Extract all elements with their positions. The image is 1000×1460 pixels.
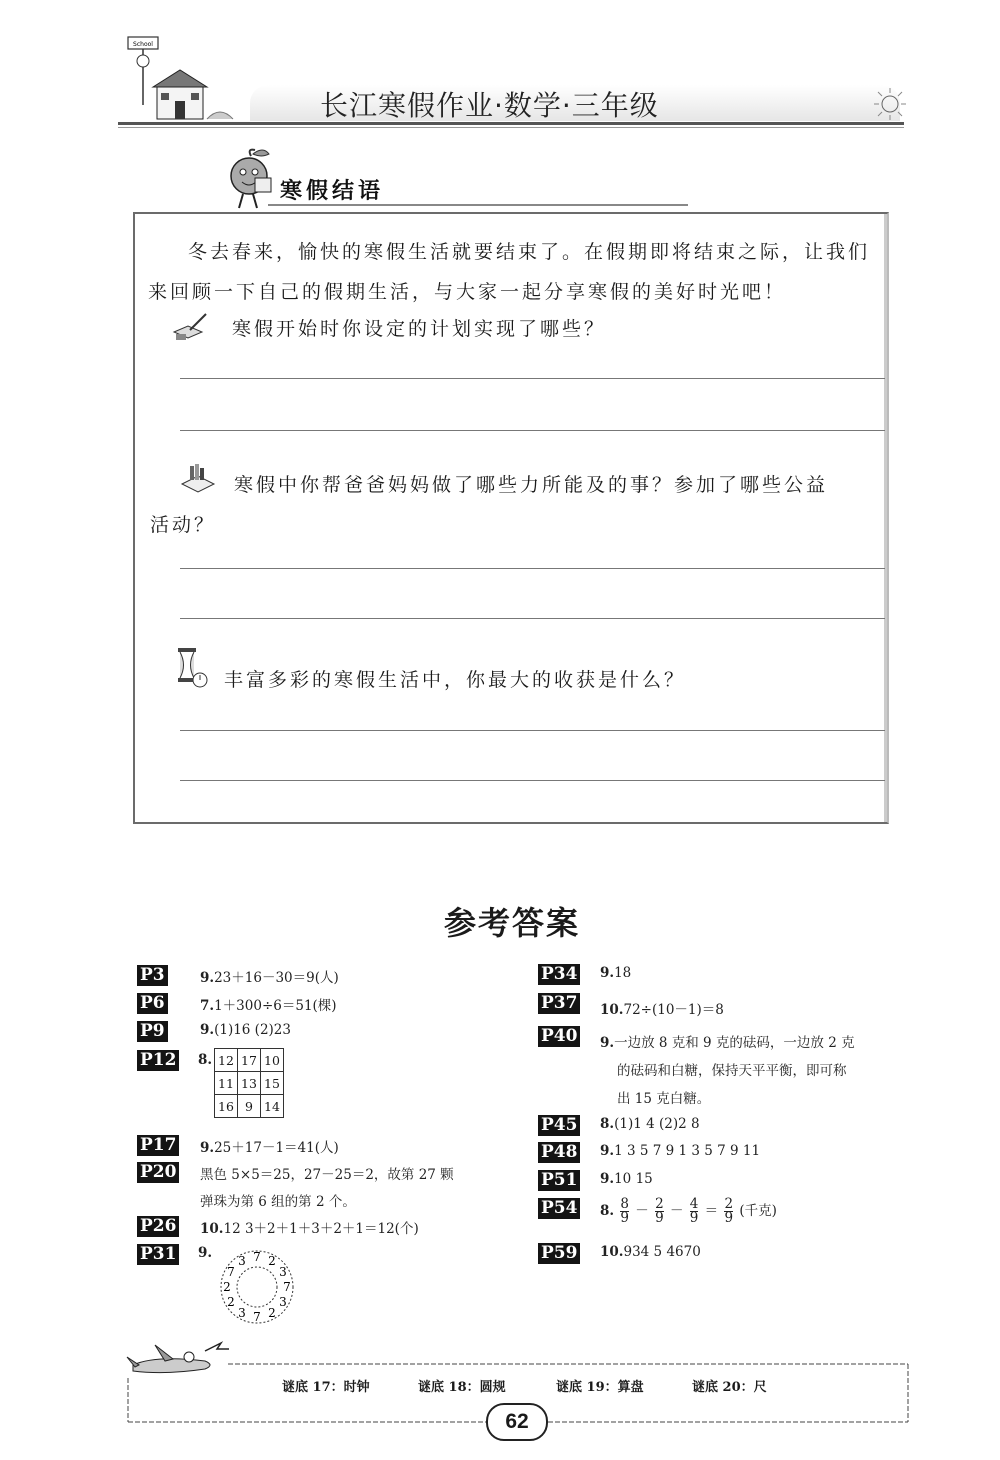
page-label: P48 bbox=[538, 1142, 580, 1163]
answer-text bbox=[600, 1116, 700, 1132]
grid-cell: 12 bbox=[215, 1049, 238, 1072]
fraction bbox=[620, 1198, 629, 1225]
question-number: 10. bbox=[600, 1002, 624, 1018]
answer-value: (1)16 (2)23 bbox=[214, 1022, 291, 1038]
unit: (千克) bbox=[739, 1203, 777, 1219]
answer-value: 25＋17－1＝41(人) bbox=[214, 1140, 339, 1156]
page-label: P9 bbox=[137, 1021, 168, 1042]
school-sign-text: School bbox=[133, 41, 153, 48]
operator: － bbox=[635, 1203, 649, 1219]
page-label: P45 bbox=[538, 1115, 580, 1136]
fraction bbox=[690, 1198, 699, 1225]
school-illustration bbox=[125, 35, 235, 125]
answer-text bbox=[200, 1217, 419, 1237]
answer-text bbox=[200, 966, 339, 986]
book-pen-icon bbox=[172, 310, 208, 342]
answer-line bbox=[180, 780, 885, 781]
answer-line bbox=[180, 378, 885, 379]
page-label: P37 bbox=[538, 993, 580, 1014]
grid-cell: 14 bbox=[261, 1095, 284, 1118]
answer-line bbox=[180, 568, 885, 569]
ring-digit: 7 bbox=[253, 1310, 261, 1324]
page-label: P51 bbox=[538, 1170, 580, 1191]
page-label: P34 bbox=[538, 964, 580, 985]
answer-text bbox=[600, 965, 631, 981]
answer-text bbox=[200, 1022, 291, 1038]
ring-digit: 2 bbox=[268, 1254, 276, 1268]
number-ring bbox=[212, 1244, 302, 1330]
answer-line bbox=[180, 430, 885, 431]
answer-value: 弹珠为第 6 组的第 2 个。 bbox=[200, 1194, 356, 1210]
desk-books-icon bbox=[180, 462, 216, 494]
grid-cell: 10 bbox=[261, 1049, 284, 1072]
question-help: 寒假中你帮爸爸妈妈做了哪些力所能及的事？参加了哪些公益 bbox=[234, 474, 829, 496]
answers-title: 参考答案 bbox=[444, 904, 581, 942]
answer-value: 23＋16－30＝9(人) bbox=[214, 970, 339, 986]
question-number: 9. bbox=[600, 965, 615, 981]
page-number: 62 bbox=[486, 1403, 548, 1441]
question-number: 9. bbox=[200, 970, 215, 986]
airplane-bird-icon bbox=[125, 1335, 235, 1387]
grid-cell: 15 bbox=[261, 1072, 284, 1095]
numerator: 4 bbox=[689, 1196, 699, 1212]
header-rule bbox=[118, 122, 904, 125]
ring-digit: 3 bbox=[238, 1306, 246, 1320]
ring-digit: 3 bbox=[279, 1295, 287, 1309]
numerator: 2 bbox=[724, 1196, 734, 1212]
fraction bbox=[655, 1198, 664, 1225]
page-label: P6 bbox=[137, 993, 168, 1014]
answer-value: 12 3＋2＋1＋3＋2＋1＝12(个) bbox=[223, 1221, 419, 1237]
answer-text bbox=[200, 1136, 339, 1156]
question-number: 9. bbox=[600, 1171, 615, 1187]
fraction bbox=[724, 1198, 733, 1225]
numerator: 8 bbox=[620, 1196, 629, 1212]
question-number bbox=[198, 1245, 212, 1261]
answer-value: 72÷(10－1)＝8 bbox=[623, 1002, 724, 1018]
answer-value: 黑色 5×5＝25，27－25＝2，故第 27 颗 bbox=[200, 1167, 454, 1183]
question-number-text: 9. bbox=[198, 1245, 213, 1261]
answer-text bbox=[600, 1143, 760, 1159]
grid-cell: 9 bbox=[238, 1095, 261, 1118]
riddle-answer: 谜底 17：时钟 bbox=[282, 1380, 370, 1395]
question-number bbox=[198, 1052, 212, 1068]
denominator: 9 bbox=[689, 1210, 699, 1226]
question-harvest: 丰富多彩的寒假生活中，你最大的收获是什么？ bbox=[224, 669, 687, 691]
operator: ＝ bbox=[704, 1203, 719, 1219]
ring-digit: 2 bbox=[227, 1295, 235, 1309]
answer-text bbox=[600, 1171, 653, 1187]
answer-text bbox=[600, 1244, 701, 1260]
magic-square bbox=[214, 1048, 284, 1118]
grid-cell: 11 bbox=[215, 1072, 238, 1095]
page-label: P26 bbox=[137, 1216, 179, 1237]
denominator: 9 bbox=[620, 1210, 629, 1226]
intro-paragraph: 冬去春来，愉快的寒假生活就要结束了。在假期即将结束之际，让我们来回顾一下自己的假期生活，与大家一起分享寒假的美好时光吧！ bbox=[148, 241, 871, 303]
book-title: 长江寒假作业·数学·三年级 bbox=[320, 89, 659, 122]
question-number: 9. bbox=[200, 1140, 215, 1156]
answer-text bbox=[200, 994, 337, 1014]
sun-icon bbox=[870, 86, 910, 122]
question-number: 10. bbox=[200, 1221, 224, 1237]
grid-cell: 13 bbox=[238, 1072, 261, 1095]
answer-line bbox=[180, 730, 885, 731]
ring-digit: 7 bbox=[253, 1250, 261, 1264]
denominator: 9 bbox=[724, 1210, 734, 1226]
page-label: P31 bbox=[137, 1244, 179, 1265]
page-label: P40 bbox=[538, 1026, 580, 1047]
ring-digit: 7 bbox=[227, 1265, 235, 1279]
riddle-answer: 谜底 19：算盘 bbox=[556, 1380, 644, 1395]
answer-value: 出 15 克白糖。 bbox=[617, 1091, 711, 1107]
ring-digit: 2 bbox=[268, 1306, 276, 1320]
header-rule-thin bbox=[118, 127, 904, 128]
question-number: 8. bbox=[600, 1116, 615, 1132]
hourglass-clock-icon bbox=[172, 646, 210, 690]
page-label: P12 bbox=[137, 1050, 179, 1071]
question-help-cont: 活动？ bbox=[150, 514, 217, 536]
ring-digit: 7 bbox=[283, 1280, 291, 1294]
answer-value: 18 bbox=[614, 965, 632, 981]
grid-cell: 17 bbox=[238, 1049, 261, 1072]
question-number: 9. bbox=[600, 1143, 615, 1159]
page-label: P54 bbox=[538, 1198, 580, 1219]
riddle-answer: 谜底 18：圆规 bbox=[418, 1380, 506, 1395]
denominator: 9 bbox=[655, 1210, 664, 1226]
ring-digit: 3 bbox=[279, 1265, 287, 1279]
answer-value: 的砝码和白糖，保持天平平衡，即可称 bbox=[617, 1063, 847, 1079]
question-plan: 寒假开始时你设定的计划实现了哪些？ bbox=[232, 318, 607, 340]
answer-value: (1)1 4 (2)2 8 bbox=[614, 1116, 700, 1132]
answer-value: 934 5 4670 bbox=[623, 1244, 701, 1260]
page-label: P20 bbox=[137, 1162, 179, 1183]
answer-text bbox=[600, 1031, 855, 1051]
question-number: 10. bbox=[600, 1244, 624, 1260]
page-label: P17 bbox=[137, 1135, 179, 1156]
fraction-answer bbox=[600, 1198, 777, 1225]
answer-value: 1 3 5 7 9 1 3 5 7 9 11 bbox=[614, 1143, 761, 1159]
section-title: 寒假结语 bbox=[280, 179, 385, 204]
question-number: 9. bbox=[200, 1022, 215, 1038]
answer-value: 一边放 8 克和 9 克的砝码，一边放 2 克 bbox=[614, 1035, 855, 1051]
page-label: P3 bbox=[137, 965, 168, 986]
question-number-text: 8. bbox=[198, 1052, 213, 1068]
answer-value: 10 15 bbox=[614, 1171, 653, 1187]
answer-text bbox=[600, 998, 724, 1018]
riddle-answer: 谜底 20：尺 bbox=[692, 1380, 767, 1395]
ring-digit: 3 bbox=[238, 1254, 246, 1268]
question-number: 9. bbox=[600, 1035, 615, 1051]
question-number: 7. bbox=[200, 998, 215, 1014]
answer-line bbox=[180, 618, 885, 619]
section-rule bbox=[268, 204, 688, 206]
numerator: 2 bbox=[655, 1196, 664, 1212]
page-label: P59 bbox=[538, 1243, 580, 1264]
question-number: 8. bbox=[600, 1203, 615, 1219]
operator: － bbox=[669, 1203, 684, 1219]
answer-value: 1＋300÷6＝51(棵) bbox=[214, 998, 337, 1014]
grid-cell: 16 bbox=[215, 1095, 238, 1118]
ring-digit: 2 bbox=[223, 1280, 231, 1294]
